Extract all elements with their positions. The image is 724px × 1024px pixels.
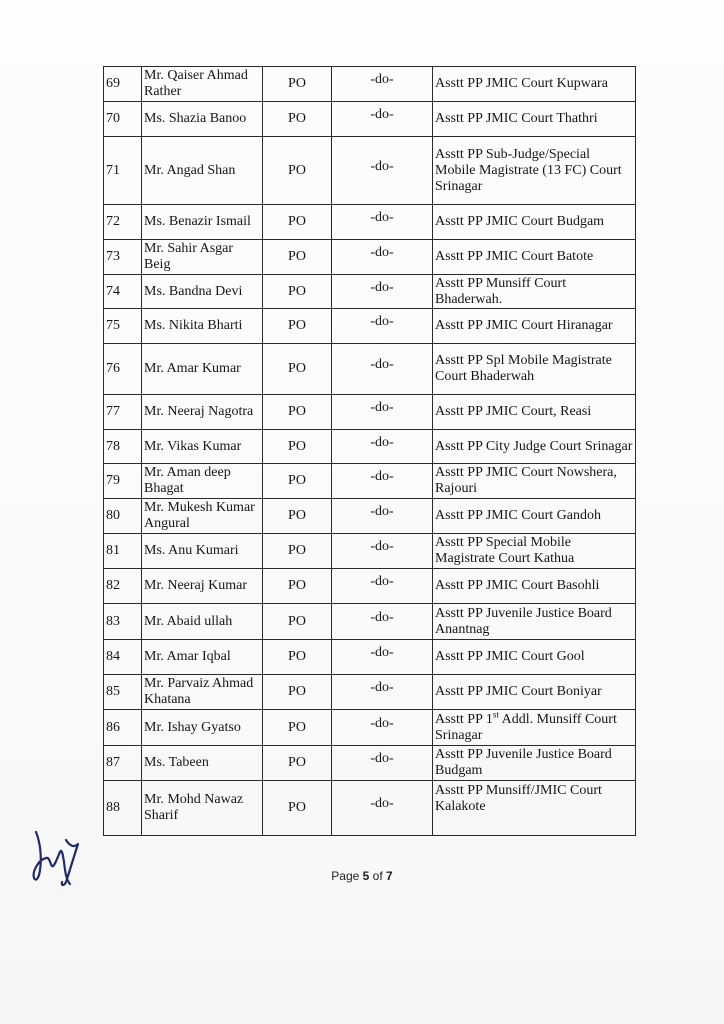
ditto-cell bbox=[332, 67, 433, 102]
officer-name: Ms. Tabeen bbox=[142, 746, 263, 781]
designation: PO bbox=[263, 640, 332, 675]
ditto-cell bbox=[332, 240, 433, 275]
officer-name: Mr. Mukesh Kumar Angural bbox=[142, 499, 263, 534]
ditto-cell bbox=[332, 464, 433, 499]
table-row bbox=[104, 137, 636, 205]
officer-name: Mr. Ishay Gyatso bbox=[142, 710, 263, 746]
table-row bbox=[104, 344, 636, 395]
ditto-mark: -do- bbox=[370, 751, 394, 766]
place-of-posting bbox=[433, 710, 636, 746]
place-of-posting: Asstt PP Juvenile Justice Board Budgam bbox=[433, 746, 636, 781]
ditto-cell bbox=[332, 275, 433, 309]
serial-number: 81 bbox=[104, 534, 142, 569]
serial-number: 88 bbox=[104, 781, 142, 836]
serial-number: 83 bbox=[104, 604, 142, 640]
serial-number: 84 bbox=[104, 640, 142, 675]
posting-table bbox=[103, 66, 636, 836]
designation: PO bbox=[263, 569, 332, 604]
serial-number: 70 bbox=[104, 102, 142, 137]
officer-name: Ms. Nikita Bharti bbox=[142, 309, 263, 344]
place-of-posting: Asstt PP Special Mobile Magistrate Court Kathua bbox=[433, 534, 636, 569]
ditto-mark: -do- bbox=[370, 279, 394, 295]
designation: PO bbox=[263, 464, 332, 499]
page-total: 7 bbox=[386, 869, 393, 883]
designation: PO bbox=[263, 675, 332, 710]
ditto-mark: -do- bbox=[370, 245, 394, 260]
table-row bbox=[104, 67, 636, 102]
place-of-posting: Asstt PP Juvenile Justice Board Anantnag bbox=[433, 604, 636, 640]
place-of-posting: Asstt PP Spl Mobile Magistrate Court Bhaderwah bbox=[433, 344, 636, 395]
table-row bbox=[104, 675, 636, 710]
ditto-mark: -do- bbox=[370, 715, 394, 731]
serial-number: 80 bbox=[104, 499, 142, 534]
place-of-posting: Asstt PP Sub-Judge/Special Mobile Magistrate (13 FC) Court Srinagar bbox=[433, 137, 636, 205]
officer-name: Mr. Abaid ullah bbox=[142, 604, 263, 640]
table-row bbox=[104, 464, 636, 499]
designation: PO bbox=[263, 309, 332, 344]
table-row bbox=[104, 102, 636, 137]
place-of-posting: Asstt PP Munsiff Court Bhaderwah. bbox=[433, 275, 636, 309]
ditto-cell bbox=[332, 344, 433, 395]
ditto-cell bbox=[332, 137, 433, 205]
designation: PO bbox=[263, 67, 332, 102]
ordinal-suffix: st bbox=[492, 709, 499, 719]
page-label: Page bbox=[331, 869, 360, 883]
ditto-cell bbox=[332, 102, 433, 137]
ditto-cell bbox=[332, 604, 433, 640]
page-footer bbox=[0, 869, 724, 883]
officer-name: Mr. Angad Shan bbox=[142, 137, 263, 205]
serial-number: 74 bbox=[104, 275, 142, 309]
ditto-cell bbox=[332, 395, 433, 430]
ditto-cell bbox=[332, 746, 433, 781]
place-of-posting: Asstt PP JMIC Court Gandoh bbox=[433, 499, 636, 534]
serial-number: 85 bbox=[104, 675, 142, 710]
officer-name: Mr. Vikas Kumar bbox=[142, 430, 263, 464]
serial-number: 87 bbox=[104, 746, 142, 781]
ditto-cell bbox=[332, 640, 433, 675]
place-of-posting: Asstt PP JMIC Court Budgam bbox=[433, 205, 636, 240]
place-of-posting: Asstt PP City Judge Court Srinagar bbox=[433, 430, 636, 464]
serial-number: 77 bbox=[104, 395, 142, 430]
officer-name: Ms. Bandna Devi bbox=[142, 275, 263, 309]
place-of-posting: Asstt PP JMIC Court Batote bbox=[433, 240, 636, 275]
designation: PO bbox=[263, 710, 332, 746]
table-row bbox=[104, 569, 636, 604]
officer-name: Mr. Sahir Asgar Beig bbox=[142, 240, 263, 275]
officer-name: Mr. Neeraj Nagotra bbox=[142, 395, 263, 430]
designation: PO bbox=[263, 102, 332, 137]
ditto-mark: -do- bbox=[370, 574, 394, 589]
designation: PO bbox=[263, 275, 332, 309]
posting-text-end: Addl. Munsiff Court Srinagar bbox=[435, 711, 617, 743]
ditto-mark: -do- bbox=[370, 796, 394, 811]
serial-number: 82 bbox=[104, 569, 142, 604]
ditto-mark: -do- bbox=[370, 434, 394, 450]
designation: PO bbox=[263, 395, 332, 430]
place-of-posting: Asstt PP JMIC Court Boniyar bbox=[433, 675, 636, 710]
page-of: of bbox=[372, 869, 383, 883]
serial-number: 76 bbox=[104, 344, 142, 395]
ditto-mark: -do- bbox=[370, 357, 394, 372]
ditto-mark: -do- bbox=[370, 539, 394, 554]
place-of-posting: Asstt PP JMIC Court Gool bbox=[433, 640, 636, 675]
ditto-cell bbox=[332, 499, 433, 534]
table-row bbox=[104, 275, 636, 309]
ditto-mark: -do- bbox=[370, 314, 394, 329]
ditto-mark: -do- bbox=[370, 72, 394, 87]
ditto-mark: -do- bbox=[370, 469, 394, 484]
table-row bbox=[104, 309, 636, 344]
officer-name: Mr. Qaiser Ahmad Rather bbox=[142, 67, 263, 102]
ditto-mark: -do- bbox=[370, 210, 394, 225]
serial-number: 72 bbox=[104, 205, 142, 240]
officer-name: Mr. Amar Iqbal bbox=[142, 640, 263, 675]
table-row bbox=[104, 746, 636, 781]
designation: PO bbox=[263, 205, 332, 240]
table-row bbox=[104, 430, 636, 464]
posting-text-start: Asstt PP 1 bbox=[435, 711, 493, 727]
ditto-mark: -do- bbox=[370, 680, 394, 695]
ditto-mark: -do- bbox=[370, 504, 394, 519]
serial-number: 73 bbox=[104, 240, 142, 275]
designation: PO bbox=[263, 604, 332, 640]
serial-number: 69 bbox=[104, 67, 142, 102]
serial-number: 79 bbox=[104, 464, 142, 499]
ditto-cell bbox=[332, 675, 433, 710]
table-row bbox=[104, 240, 636, 275]
ditto-cell bbox=[332, 710, 433, 746]
officer-name: Ms. Anu Kumari bbox=[142, 534, 263, 569]
ditto-mark: -do- bbox=[370, 609, 394, 625]
table-row bbox=[104, 710, 636, 746]
ditto-cell bbox=[332, 781, 433, 836]
place-of-posting: Asstt PP Munsiff/JMIC Court Kalakote bbox=[433, 781, 636, 836]
designation: PO bbox=[263, 781, 332, 836]
officer-name: Mr. Mohd Nawaz Sharif bbox=[142, 781, 263, 836]
table-row bbox=[104, 534, 636, 569]
place-of-posting: Asstt PP JMIC Court Basohli bbox=[433, 569, 636, 604]
place-of-posting: Asstt PP JMIC Court, Reasi bbox=[433, 395, 636, 430]
place-of-posting: Asstt PP JMIC Court Thathri bbox=[433, 102, 636, 137]
table-row bbox=[104, 205, 636, 240]
officer-name: Mr. Amar Kumar bbox=[142, 344, 263, 395]
place-of-posting: Asstt PP JMIC Court Hiranagar bbox=[433, 309, 636, 344]
place-of-posting: Asstt PP JMIC Court Kupwara bbox=[433, 67, 636, 102]
serial-number: 71 bbox=[104, 137, 142, 205]
officer-name: Mr. Parvaiz Ahmad Khatana bbox=[142, 675, 263, 710]
serial-number: 78 bbox=[104, 430, 142, 464]
ditto-mark: -do- bbox=[370, 158, 394, 174]
ditto-mark: -do- bbox=[370, 400, 394, 415]
place-of-posting: Asstt PP JMIC Court Nowshera, Rajouri bbox=[433, 464, 636, 499]
ditto-cell bbox=[332, 205, 433, 240]
designation: PO bbox=[263, 137, 332, 205]
officer-name: Mr. Neeraj Kumar bbox=[142, 569, 263, 604]
designation: PO bbox=[263, 534, 332, 569]
ditto-cell bbox=[332, 309, 433, 344]
table-row bbox=[104, 499, 636, 534]
page-current: 5 bbox=[362, 869, 370, 883]
table-row bbox=[104, 640, 636, 675]
officer-name: Ms. Shazia Banoo bbox=[142, 102, 263, 137]
serial-number: 75 bbox=[104, 309, 142, 344]
ditto-cell bbox=[332, 569, 433, 604]
designation: PO bbox=[263, 430, 332, 464]
designation: PO bbox=[263, 746, 332, 781]
ditto-cell bbox=[332, 430, 433, 464]
designation: PO bbox=[263, 344, 332, 395]
officer-name: Ms. Benazir Ismail bbox=[142, 205, 263, 240]
table-row bbox=[104, 395, 636, 430]
officer-name: Mr. Aman deep Bhagat bbox=[142, 464, 263, 499]
table-row bbox=[104, 781, 636, 836]
table-row bbox=[104, 604, 636, 640]
ditto-cell bbox=[332, 534, 433, 569]
serial-number: 86 bbox=[104, 710, 142, 746]
ditto-mark: -do- bbox=[370, 645, 394, 660]
ditto-mark: -do- bbox=[370, 107, 394, 122]
designation: PO bbox=[263, 240, 332, 275]
designation: PO bbox=[263, 499, 332, 534]
